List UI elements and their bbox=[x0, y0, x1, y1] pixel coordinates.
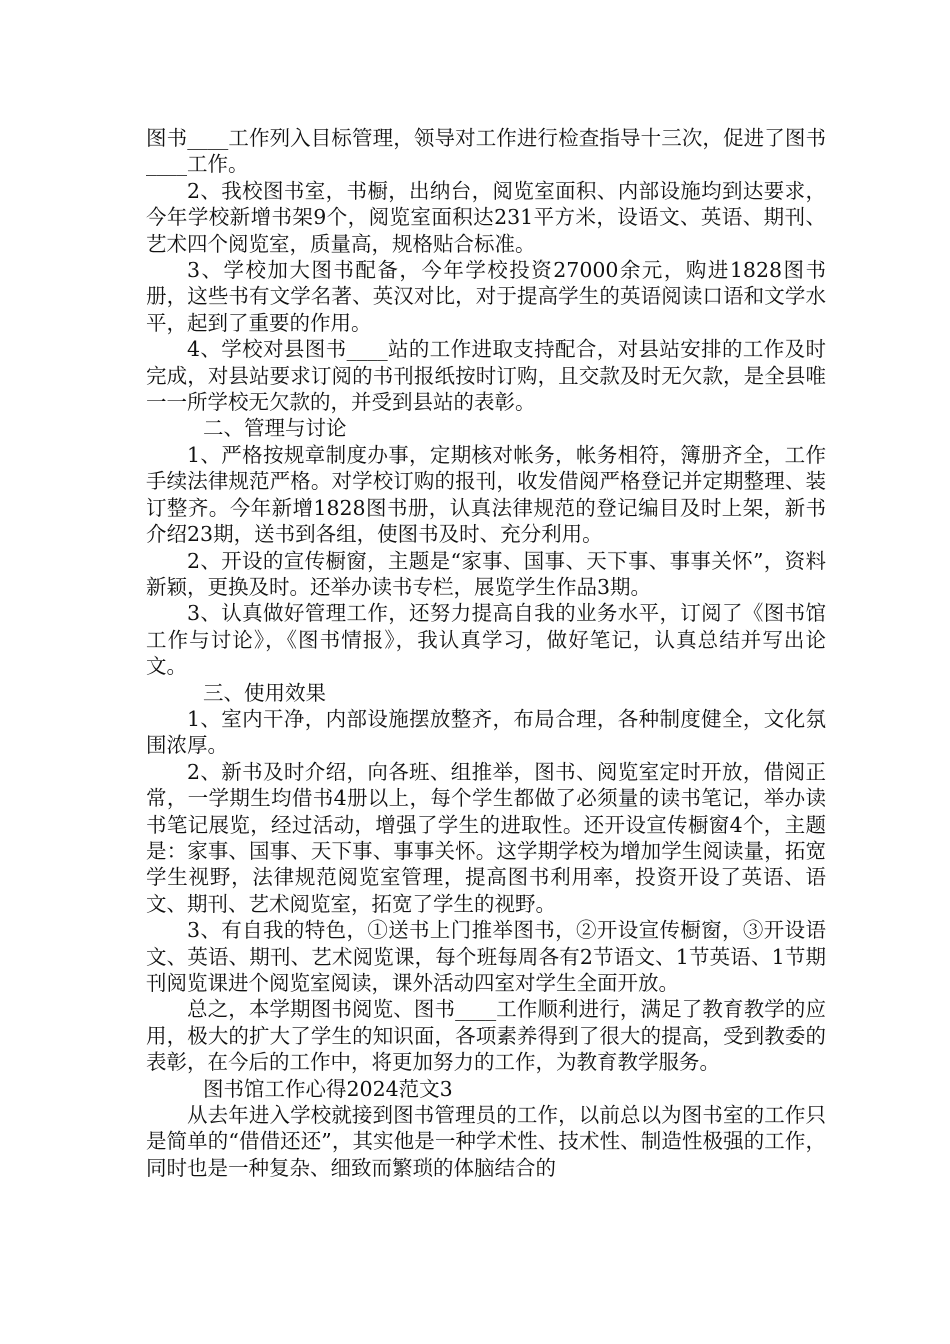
paragraph-showcase: 2、开设的宣传橱窗，主题是“家事、国事、天下事、事事关怀”，资料新颖，更换及时。还举办读书专栏，展览学生作品3期。 bbox=[146, 548, 826, 599]
paragraph-county-station: 4、学校对县图书____站的工作进取支持配合，对县站安排的工作及时完成，对县站要求订阅的书刊报纸按时订购，且交款及时无欠款，是全县唯一一所学校无欠款的，并受到县站的表彰。 bbox=[146, 337, 826, 415]
paragraph-summary: 总之，本学期图书阅览、图书____工作顺利进行，满足了教育教学的应用，极大的扩大了学生的知识面，各项素养得到了很大的提高，受到教委的表彰，在今后的工作中，将更加努力的工作，为教育教学服务。 bbox=[146, 997, 826, 1075]
paragraph-regulations: 1、严格按规章制度办事，定期核对帐务，帐务相符，簿册齐全，工作手续法律规范严格。对学校订购的报刊，收发借阅严格登记并定期整理、装订整齐。今年新增1828图书册，认真法律规范的登记编目及时上架，新书介绍23期，送书到各组，使图书及时、充分利用。 bbox=[146, 442, 826, 547]
paragraph-new-books: 2、新书及时介绍，向各班、组推举，图书、阅览室定时开放，借阅正常，一学期生均借书4册以上，每个学生都做了必须量的读书笔记，举办读书笔记展览，经过活动，增强了学生的进取性。还开设宣传橱窗4个，主题是：家事、国事、天下事、事事关怀。这学期学校为增加学生阅读量，拓宽学生视野，法律规范阅览室管理，提高图书利用率，投资开设了英语、语文、期刊、艺术阅览室，拓宽了学生的视野。 bbox=[146, 759, 826, 916]
paragraph-clean-room: 1、室内干净，内部设施摆放整齐，布局合理，各种制度健全，文化氛围浓厚。 bbox=[146, 706, 826, 758]
section-heading-management: 二、管理与讨论 bbox=[203, 416, 347, 441]
paragraph-features: 3、有自我的特色，①送书上门推举图书，②开设宣传橱窗，③开设语文、英语、期刊、艺术阅览课，每个班每周各有2节语文、1节英语、1节期刊阅览课进个阅览室阅读，课外活动四室对学生全面开放。 bbox=[146, 918, 826, 995]
document-page bbox=[146, 125, 826, 1181]
section-heading-sample-3: 图书馆工作心得2024范文3 bbox=[203, 1076, 453, 1101]
paragraph-sample-3-intro: 从去年进入学校就接到图书管理员的工作，以前总以为图书室的工作只是简单的“借借还还”，其实他是一种学术性、技术性、制造性极强的工作，同时也是一种复杂、细致而繁琐的体脑结合的 bbox=[146, 1103, 826, 1180]
paragraph-book-purchase: 3、学校加大图书配备，今年学校投资27000余元，购进1828图书册，这些书有文学名著、英汉对比，对于提高学生的英语阅读口语和文学水平，起到了重要的作用。 bbox=[146, 258, 826, 335]
paragraph-continuation: 图书____工作列入目标管理，领导对工作进行检查指导十三次，促进了图书____工作。 bbox=[146, 126, 826, 177]
paragraph-self-improvement: 3、认真做好管理工作，还努力提高自我的业务水平，订阅了《图书馆工作与讨论》，《图书情报》，我认真学习，做好笔记，认真总结并写出论文。 bbox=[146, 601, 826, 679]
paragraph-facilities: 2、我校图书室，书橱，出纳台，阅览室面积、内部设施均到达要求，今年学校新增书架9个，阅览室面积达231平方米，设语文、英语、期刊、艺术四个阅览室，质量高，规格贴合标准。 bbox=[146, 178, 826, 256]
section-heading-effects: 三、使用效果 bbox=[203, 680, 326, 705]
